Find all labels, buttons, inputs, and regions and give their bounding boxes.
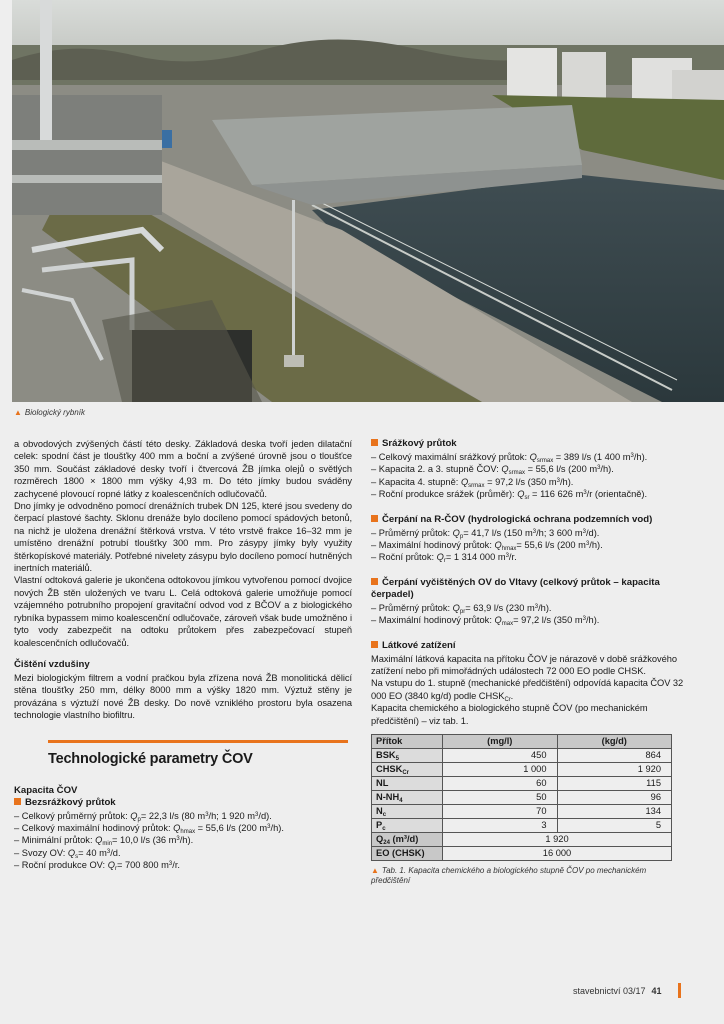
- list-srazkovy: [371, 451, 684, 501]
- subheading-latkove: Látkové zatížení: [371, 640, 684, 652]
- table-cell: 1 920: [557, 763, 672, 777]
- photo-caption-text: Biologický rybník: [24, 408, 85, 417]
- table-row-label: $N-NH_4$: [372, 791, 443, 805]
- table-cell: 16 000: [443, 847, 672, 861]
- list-item: – Maximální hodinový průtok: $Q_{max}= 97,2$ l/s (350 $m^3/h$).: [371, 615, 600, 628]
- list-item: – Roční produkce OV: $Q_r= 700$ 800 $m^3/r$.: [14, 860, 180, 873]
- body-paragraph: Na vstupu do 1. stupně (mechanické předčištění) odpovídá kapacita ČOV 32 000 EO (3840 kg/d) podle $CHSK_{Cr}$.: [371, 678, 684, 703]
- table-cell: 1 920: [443, 833, 672, 847]
- list-item: – Kapacita 2. a 3. stupně ČOV: $Q_{srmax} = 55,6$ l/s (200 $m^3/h$).: [371, 464, 614, 477]
- table-header: (kg/d): [557, 735, 672, 749]
- list-item: – Průměrný průtok: $Q_p= 41,7$ l/s (150 $m^3/h$; 3 600 $m^3/d$).: [371, 527, 600, 540]
- triangle-bullet-icon: ▲: [14, 408, 22, 417]
- subheading-cisteni: Čištění vzdušiny: [14, 658, 90, 670]
- right-column: [371, 438, 684, 886]
- subheading-cerpani-r: Čerpání na R-ČOV (hydrologická ochrana podzemních vod): [371, 514, 684, 526]
- subheading-srazkovy: Srážkový průtok: [371, 438, 684, 450]
- table-row-label: $CHSK_{Cr}$: [372, 763, 443, 777]
- subheading-bezsrazkovy: Bezsrážkový průtok: [14, 797, 352, 809]
- section-title: Technologické parametry ČOV: [48, 750, 253, 767]
- table-row: [372, 833, 672, 847]
- left-column: [14, 438, 352, 872]
- list-item: – Minimální průtok: $Q_{min}= 10,0$ l/s (36 $m^3/h$).: [14, 835, 194, 848]
- group-cerpani-v: [371, 577, 684, 627]
- list-item: – Celkový maximální hodinový průtok: $Q_{hmax} = 55,6$ l/s (200 $m^3/h$).: [14, 822, 284, 835]
- table-cell: 70: [443, 805, 558, 819]
- section-rule: [48, 740, 348, 743]
- table-cell: 134: [557, 805, 672, 819]
- table-cell: 864: [557, 749, 672, 763]
- table-header-row: [372, 735, 672, 749]
- photo-illustration: [12, 0, 724, 402]
- photo-biological-pond: [12, 0, 724, 402]
- list-bezsrazkovy: [14, 810, 352, 872]
- body-paragraph: Vlastní odtoková galerie je ukončena odtokovou jímkou vytvořenou pomocí dvojice nových ŽB stěn uložených ve tvaru L. Celá odtoková galerie umožňuje pomocí vzájemného potrubního propojení gravitační odvod vod z BČOV a z biologického rybníka bypassem mimo koalescenční odlučovače, zároveň však bude umožněno i tyto vody zabezpečit na odtoku průtokem přes zabezpečovací stupeň koalescenčních odlučovačů.: [14, 575, 352, 648]
- table-row: [372, 777, 672, 791]
- list-item: – Roční průtok: $Q_r= 1$ 314 000 $m^3/r$.: [371, 552, 517, 565]
- table-cell: 115: [557, 777, 672, 791]
- group-latkove: [371, 640, 684, 886]
- table-row-label: EO (CHSK): [372, 847, 443, 861]
- square-bullet-icon: [371, 578, 378, 585]
- list-item: – Maximální hodinový průtok: $Q_{hmax}= 55,6$ l/s (200 $m^3/h$).: [371, 540, 603, 553]
- table-row: [372, 819, 672, 833]
- body-paragraph: Kapacita chemického a biologického stupně ČOV (po mechanickém předčištění) – viz tab. 1.: [371, 703, 648, 726]
- table-caption: ▲ Tab. 1. Kapacita chemického a biologického stupně ČOV po mechanickém předčištění: [371, 866, 647, 886]
- triangle-bullet-icon: ▲: [371, 866, 379, 876]
- square-bullet-icon: [14, 798, 21, 805]
- square-bullet-icon: [371, 439, 378, 446]
- group-srazkovy: [371, 438, 684, 501]
- subheading-cerpani-v: Čerpání vyčištěných OV do Vltavy (celkový průtok – kapacita čerpadel): [371, 576, 660, 600]
- table-cell: 50: [443, 791, 558, 805]
- body-paragraph: a obvodových zvýšených částí této desky. Základová deska tvoří jeden dilatační celek: spodní část je tloušťky 400 mm a boční a zvýšené úrovně jsou o tloušťce 350 mm. Součást základové desky tvoří i čtvercová ŽB jímka olejů o světlých rozměrech 1800 × 1800 mm výšky 4,93 m. Do této jímky budou sváděny zachycené plovoucí ropné látky z koalescenčních odlučovačů.: [14, 439, 352, 499]
- list-item: – Roční produkce srážek (průměr): $Q_{sr} = 116$ 626 $m^3/r$ (orientačně).: [371, 489, 648, 502]
- photo-caption: [14, 408, 85, 417]
- capacity-table: [371, 734, 672, 861]
- table-row-label: $BSK_5$: [372, 749, 443, 763]
- table-cell: 3: [443, 819, 558, 833]
- list-item: – Celkový průměrný průtok: $Q_p= 22,3$ l/s (80 $m^3/h$; 1 920 $m^3/d$).: [14, 810, 272, 823]
- table-header: Přítok: [372, 735, 443, 749]
- table-row: [372, 749, 672, 763]
- body-paragraph: Dno jímky je odvodněno pomocí drenážních trubek DN 125, které jsou svedeny do čerpací plastové šachty. Sklonu drenáže bylo docíleno pomocí spádových betonů, na nichž je uložena drenážní štěrková vrstva. V této vrstvě frakce 16–32 mm je umístěno drenážní potrubí tloušťky 300 mm. Pro zásypy jímky byly využity štěrkopískové materiály. Potřebné nivelety zásypu bylo docíleno pomocí hutněných inertních materiálů.: [14, 501, 352, 574]
- table-header: (mg/l): [443, 735, 558, 749]
- table-row: [372, 805, 672, 819]
- table-cell: 96: [557, 791, 672, 805]
- body-paragraph: Mezi biologickým filtrem a vodní pračkou byla zřízena nová ŽB monolitická dělicí stěna tloušťky 250 mm, délky 8000 mm a výšky 1820 mm. Výztuž stěny je provázána s výztuží nové ŽB desky. Do nově vzniklého prostoru byla osazena technologie vlastního biofiltru.: [14, 672, 352, 721]
- list-item: – Svozy OV: $Q_s= 40$ $m^3/d$.: [14, 847, 121, 860]
- table-row: [372, 763, 672, 777]
- list-item: – Kapacita 4. stupně: $Q_{srmax} = 97,2$ l/s (350 $m^3/h$).: [371, 476, 574, 489]
- footer-accent-bar: [678, 983, 681, 998]
- page-number: 41: [651, 986, 662, 996]
- list-item: – Průměrný průtok: $Q_{pr}= 63,9$ l/s (230 $m^3/h$).: [371, 602, 552, 615]
- table-row: [372, 791, 672, 805]
- list-item: – Celkový maximální srážkový průtok: $Q_{srmax} = 389$ l/s (1 400 $m^3/h$).: [371, 452, 648, 464]
- magazine-name: stavebnictví 03/17: [573, 986, 646, 996]
- square-bullet-icon: [371, 515, 378, 522]
- table-row-label: NL: [372, 777, 443, 791]
- body-paragraph: Maximální látková kapacita na přítoku ČOV je nárazově v době srážkového zatížení nebo při mimořádných událostech 72 000 EO podle CHSK.: [371, 653, 677, 677]
- table-cell: 5: [557, 819, 672, 833]
- table-cell: 1 000: [443, 763, 558, 777]
- square-bullet-icon: [371, 641, 378, 648]
- list-cerpani-r: [371, 527, 684, 564]
- table-row-label: $P_c$: [372, 819, 443, 833]
- page-footer: [573, 986, 662, 996]
- subheading-kapacita: Kapacita ČOV: [14, 784, 78, 796]
- table-cell: 60: [443, 777, 558, 791]
- table-row-label: $N_c$: [372, 805, 443, 819]
- table-cell: 450: [443, 749, 558, 763]
- group-cerpani-r: [371, 514, 684, 564]
- table-row-label: $Q_{24}$ (m³/d): [372, 833, 443, 847]
- list-cerpani-v: [371, 602, 684, 627]
- table-row: [372, 847, 672, 861]
